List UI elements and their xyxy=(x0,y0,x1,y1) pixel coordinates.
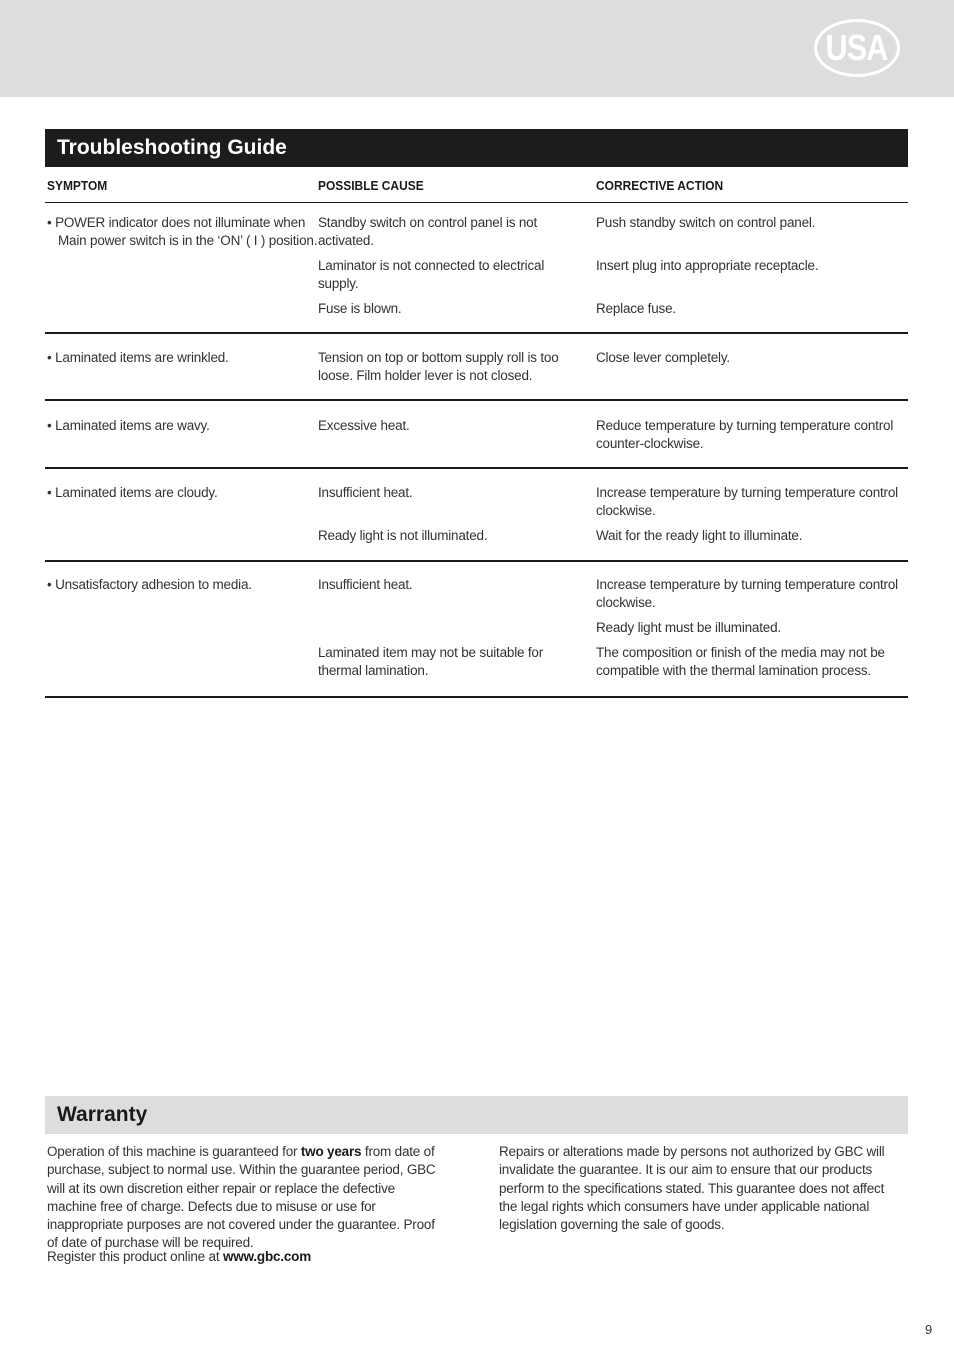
cause-insufficient-heat: Insufficient heat. xyxy=(318,485,413,500)
top-band xyxy=(0,0,954,97)
action-increase-temperature: Increase temperature by turning temperature control clockwise. xyxy=(596,485,898,518)
action-close-lever: Close lever completely. xyxy=(596,350,730,365)
symptom-wrinkled: • Laminated items are wrinkled. xyxy=(47,350,229,365)
action-wait-ready-light: Wait for the ready light to illuminate. xyxy=(596,528,803,543)
action-reduce-temperature: Reduce temperature by turning temperature control counter-clockwise. xyxy=(596,418,894,451)
action-media-compatibility: The composition or finish of the media may not be compatible with the thermal lamination process. xyxy=(596,645,885,678)
cause-tension: Tension on top or bottom supply roll is too loose. Film holder lever is not closed. xyxy=(318,350,559,383)
column-header-possible-cause: POSSIBLE CAUSE xyxy=(318,178,424,193)
warranty-title: Warranty xyxy=(57,1103,148,1126)
table-bottom-rule xyxy=(45,696,908,698)
troubleshooting-header xyxy=(45,129,908,167)
usa-region-badge xyxy=(814,19,900,77)
register-text: Register this product online at xyxy=(47,1249,223,1264)
column-header-symptom: SYMPTOM xyxy=(47,178,108,193)
symptom-wavy: • Laminated items are wavy. xyxy=(47,418,210,433)
row-divider xyxy=(45,332,908,334)
warranty-text-start: Operation of this machine is guaranteed for xyxy=(47,1144,301,1159)
page-number: 9 xyxy=(925,1322,933,1337)
usa-badge-label: USA xyxy=(825,27,889,68)
cause-ready-light-off: Ready light is not illuminated. xyxy=(318,528,488,543)
table-header-rule xyxy=(45,202,908,203)
warranty-text-rest: from date of purchase, subject to normal use. Within the guarantee period, GBC will at its own discretion either repair or replace the defective machine free of charge. Defects due to misuse or use for inappropriate purposes are not covered under the guarantee. Proof of date of purchase will be required. xyxy=(47,1144,436,1251)
symptom-power-indicator: • POWER indicator does not illuminate when Main power switch is in the ‘ON’ ( I ) position. xyxy=(47,215,318,248)
cause-insufficient-heat: Insufficient heat. xyxy=(318,577,413,592)
cause-standby-switch: Standby switch on control panel is not activated. xyxy=(318,215,538,248)
action-increase-temperature: Increase temperature by turning temperature control clockwise. xyxy=(596,577,898,610)
symptom-adhesion: • Unsatisfactory adhesion to media. xyxy=(47,577,252,592)
register-url-link[interactable]: www.gbc.com xyxy=(222,1249,312,1264)
action-push-standby: Push standby switch on control panel. xyxy=(596,215,816,230)
troubleshooting-title: Troubleshooting Guide xyxy=(57,136,287,159)
column-header-corrective-action: CORRECTIVE ACTION xyxy=(596,178,724,193)
cause-not-connected: Laminator is not connected to electrical supply. xyxy=(318,258,545,291)
row-divider xyxy=(45,467,908,469)
warranty-paragraph-1 xyxy=(47,1143,447,1253)
warranty-period: two years xyxy=(300,1144,362,1159)
action-ready-light-illuminated: Ready light must be illuminated. xyxy=(596,620,781,635)
warranty-paragraph-2: Repairs or alterations made by persons not authorized by GBC will invalidate the guarantee. It is our aim to ensure that our products perform to the specifications stated. This guarantee does not affect the legal rights which consumers have under applicable national legislation governing the sale of goods. xyxy=(499,1144,885,1233)
action-insert-plug: Insert plug into appropriate receptacle. xyxy=(596,258,819,273)
cause-unsuitable-item: Laminated item may not be suitable for thermal lamination. xyxy=(318,645,544,678)
warranty-header xyxy=(45,1096,908,1134)
register-line xyxy=(47,1248,447,1266)
row-divider xyxy=(45,560,908,562)
cause-excessive-heat: Excessive heat. xyxy=(318,418,410,433)
cause-fuse-blown: Fuse is blown. xyxy=(318,301,402,316)
symptom-cloudy: • Laminated items are cloudy. xyxy=(47,485,218,500)
action-replace-fuse: Replace fuse. xyxy=(596,301,676,316)
row-divider xyxy=(45,399,908,401)
